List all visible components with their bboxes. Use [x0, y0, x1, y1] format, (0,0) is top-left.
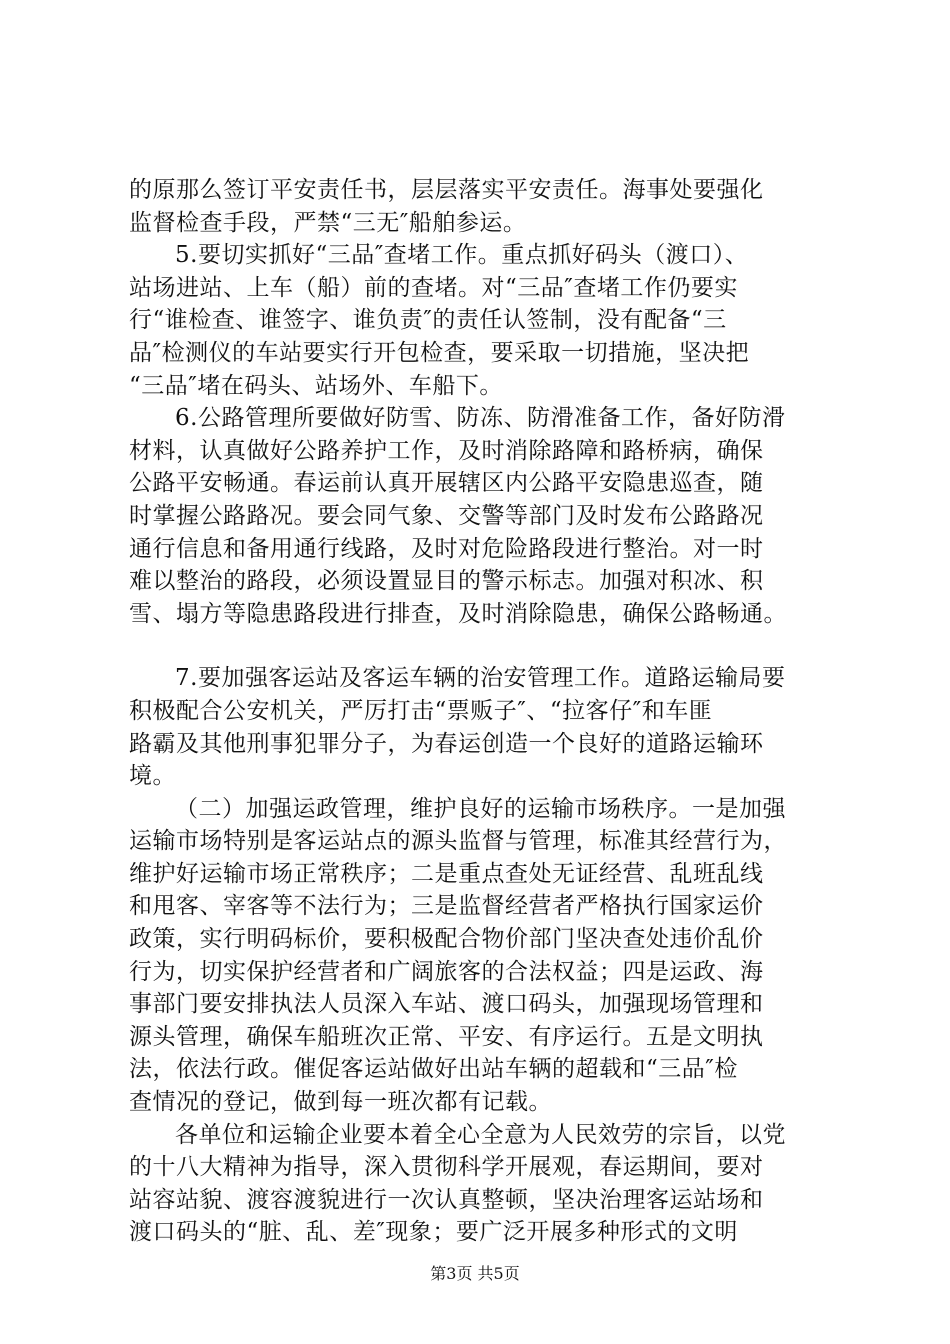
text-line: 公路平安畅通。春运前认真开展辖区内公路平安隐患巡查，随 [129, 470, 764, 497]
text-line: 查情况的登记，做到每一班次都有记载。 [129, 1089, 552, 1116]
text-line: 法，依法行政。催促客运站做好出站车辆的超载和“三品″检 [129, 1056, 738, 1083]
text-line: 的十八大精神为指导，深入贯彻科学开展观，春运期间，要对 [129, 1154, 764, 1181]
text-line: 路霸及其他刑事犯罪分子，为春运创造一个良好的道路运输环 [129, 730, 764, 757]
text-line: 事部门要安排执法人员深入车站、渡口码头，加强现场管理和 [129, 991, 764, 1018]
paragraph-start-line: 各单位和运输企业要本着全心全意为人民效劳的宗旨，以党 [175, 1121, 786, 1148]
text-line: 运输市场特别是客运站点的源头监督与管理，标准其经营行为， [129, 828, 787, 855]
document-body [129, 174, 849, 1249]
text-line: 站容站貌、渡容渡貌进行一次认真整顿，坚决治理客运站场和 [129, 1186, 764, 1213]
text-line: 维护好运输市场正常秩序；二是重点查处无证经营、乱班乱线 [129, 860, 764, 887]
text-line: 积极配合公安机关，严厉打击“票贩子″、“拉客仔″和车匪 [129, 697, 713, 724]
text-line: 政策，实行明码标价，要积极配合物价部门坚决查处违价乱价 [129, 926, 764, 953]
text-line: 源头管理，确保车船班次正常、平安、有序运行。五是文明执 [129, 1023, 764, 1050]
text-line: 雪、塌方等隐患路段进行排查，及时消除隐患，确保公路畅通。 [129, 600, 787, 627]
text-line: 境。 [129, 763, 176, 790]
paragraph-start-line: 5.要切实抓好“三品″查堵工作。重点抓好码头（渡口）、 [175, 242, 749, 269]
text-line: 品″检测仪的车站要实行开包检查，要采取一切措施，坚决把 [129, 339, 750, 366]
text-line: 的原那么签订平安责任书，层层落实平安责任。海事处要强化 [129, 177, 764, 203]
text-line: “三品″堵在码头、站场外、车船下。 [129, 372, 503, 399]
text-line: 行“谁检查、谁签字、谁负责″的责任认签制，没有配备“三 [129, 307, 727, 334]
text-line: 行为，切实保护经营者和广阔旅客的合法权益；四是运政、海 [129, 958, 764, 985]
paragraph-start-line: 7.要加强客运站及客运车辆的治安管理工作。道路运输局要 [175, 665, 786, 692]
text-line: 通行信息和备用通行线路，及时对危险路段进行整治。对一时 [129, 535, 764, 562]
paragraph-start-line: 6.公路管理所要做好防雪、防冻、防滑准备工作，备好防滑 [175, 405, 786, 432]
paragraph-gap [129, 630, 849, 662]
text-line: 站场进站、上车（船）前的查堵。对“三品″查堵工作仍要实 [129, 274, 738, 301]
text-line: 监督检查手段，严禁“三无″船舶参运。 [129, 209, 527, 236]
text-line: 材料，认真做好公路养护工作，及时消除路障和路桥病，确保 [129, 437, 764, 464]
text-line: 和甩客、宰客等不法行为；三是监督经营者严格执行国家运价 [129, 893, 764, 920]
text-line: 难以整治的路段，必须设置显目的警示标志。加强对积冰、积 [129, 568, 764, 595]
paragraph-start-line: （二）加强运政管理，维护良好的运输市场秩序。一是加强 [175, 795, 786, 822]
text-line: 时掌握公路路况。要会同气象、交警等部门及时发布公路路况 [129, 502, 764, 529]
text-line: 渡口码头的“脏、乱、差″现象；要广泛开展多种形式的文明 [129, 1219, 738, 1246]
page-number-footer: 第3页 共5页 [430, 1264, 520, 1283]
